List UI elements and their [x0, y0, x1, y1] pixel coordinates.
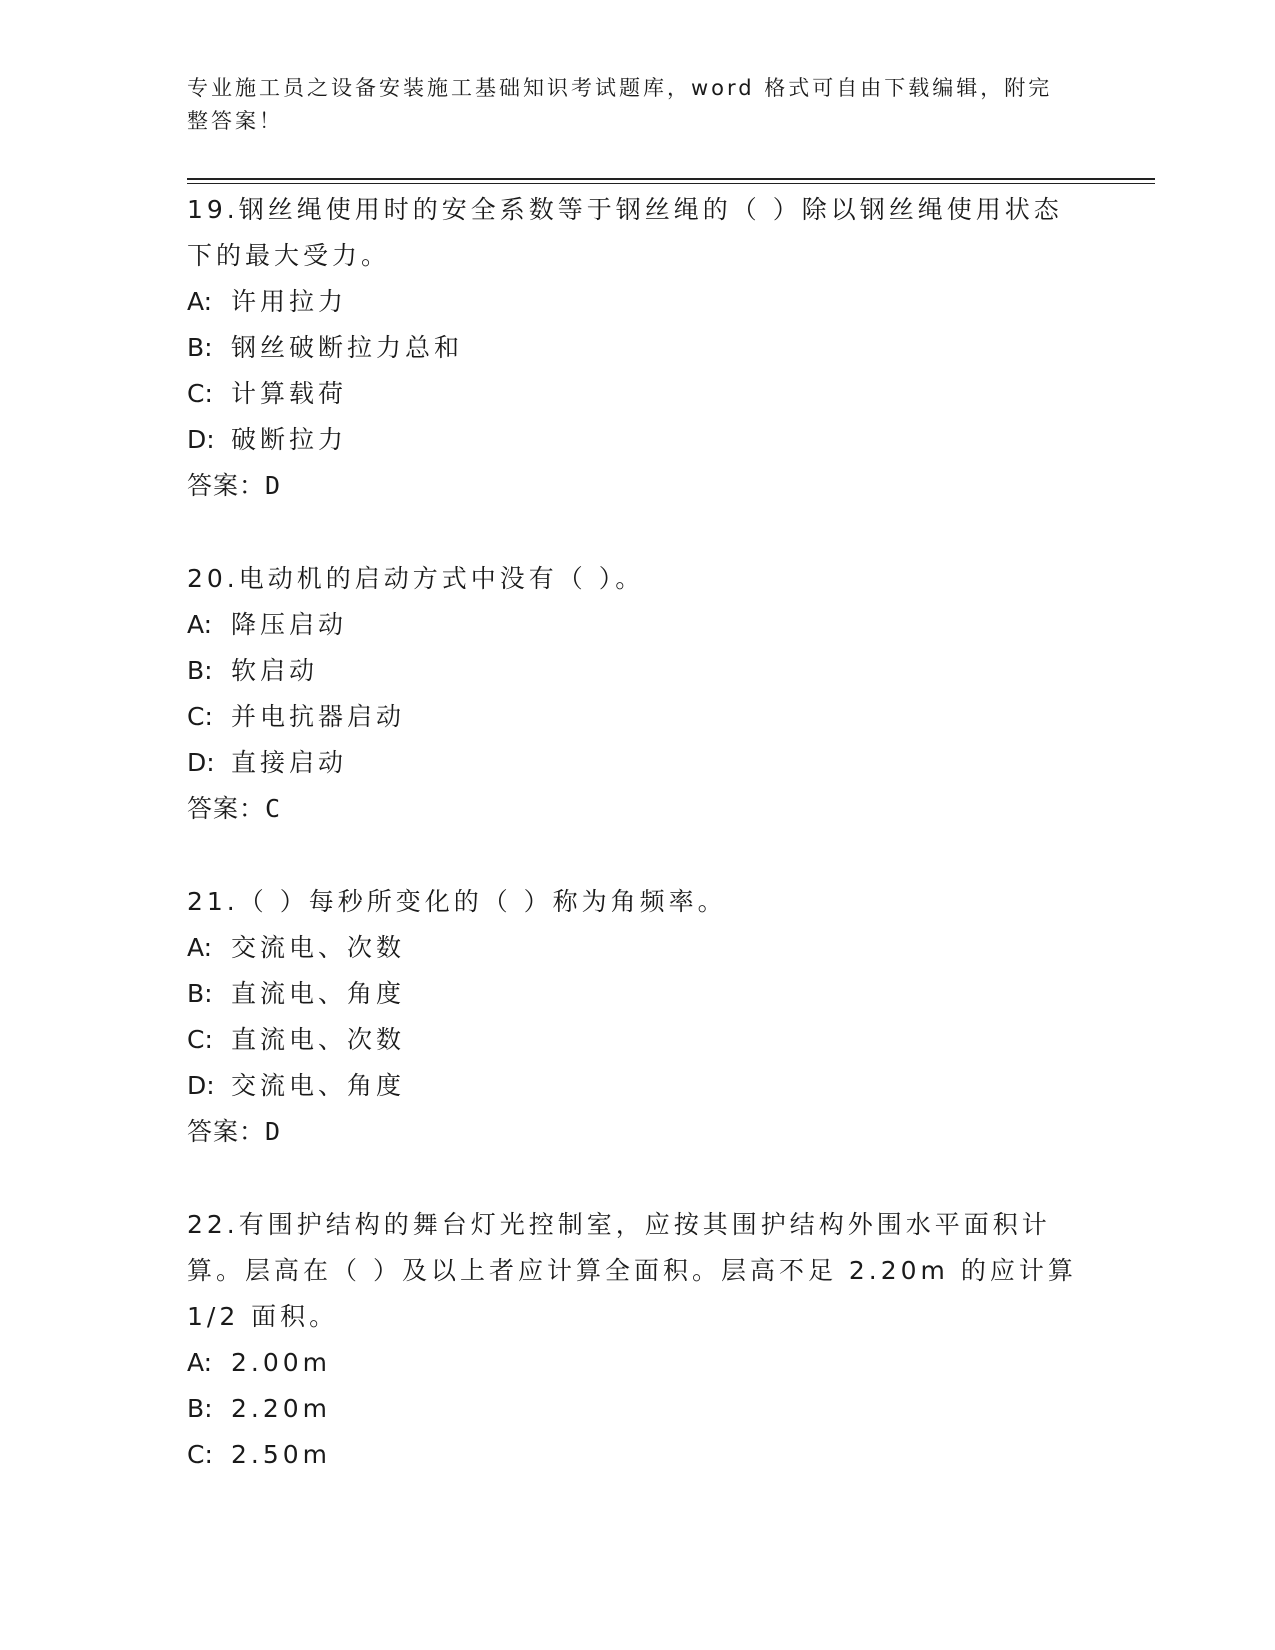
option-d	[187, 417, 1087, 463]
option-text: 许用拉力	[231, 287, 348, 316]
option-text: 破断拉力	[231, 425, 348, 454]
option-text: 计算载荷	[231, 379, 348, 408]
question-stem: 20.电动机的启动方式中没有（ ）。	[187, 564, 645, 593]
option-b	[187, 325, 1087, 371]
option-b	[187, 648, 1087, 694]
document-header: 专业施工员之设备安装施工基础知识考试题库，word 格式可自由下载编辑，附完整答案！	[187, 76, 1053, 133]
option-c	[187, 694, 1087, 740]
answer-line	[187, 1109, 1087, 1155]
answer-line	[187, 463, 1087, 509]
option-label: B:	[187, 1394, 213, 1423]
option-d	[187, 1063, 1087, 1109]
answer-value: D	[265, 471, 282, 500]
option-b	[187, 971, 1087, 1017]
answer-label: 答案：	[187, 471, 266, 500]
question-stem: 21.（ ）每秒所变化的（ ）称为角频率。	[187, 887, 727, 916]
question-21	[187, 879, 1087, 1155]
option-c	[187, 1017, 1087, 1063]
option-a	[187, 279, 1087, 325]
question-19	[187, 187, 1087, 509]
option-label: C:	[187, 1440, 213, 1469]
option-a	[187, 925, 1087, 971]
option-text: 交流电、角度	[231, 1071, 406, 1100]
option-text: 2.20m	[231, 1394, 332, 1423]
option-label: C:	[187, 1025, 213, 1054]
option-label: D:	[187, 748, 215, 777]
option-text: 钢丝破断拉力总和	[231, 333, 464, 362]
answer-value: C	[265, 794, 282, 823]
option-a	[187, 602, 1087, 648]
header-divider-thin	[187, 183, 1155, 184]
option-c	[187, 1432, 1087, 1478]
header-divider-thick	[187, 178, 1155, 180]
option-text: 降压启动	[231, 610, 348, 639]
option-label: C:	[187, 702, 213, 731]
question-stem: 19.钢丝绳使用时的安全系数等于钢丝绳的（ ）除以钢丝绳使用状态下的最大受力。	[187, 195, 1063, 270]
option-text: 直接启动	[231, 748, 348, 777]
option-label: A:	[187, 287, 213, 316]
option-text: 直流电、次数	[231, 1025, 406, 1054]
option-b	[187, 1386, 1087, 1432]
option-text: 并电抗器启动	[231, 702, 406, 731]
answer-line	[187, 786, 1087, 832]
option-text: 软启动	[231, 656, 319, 685]
option-d	[187, 740, 1087, 786]
answer-label: 答案：	[187, 794, 266, 823]
option-text: 2.00m	[231, 1348, 332, 1377]
option-label: A:	[187, 1348, 213, 1377]
option-label: D:	[187, 425, 215, 454]
question-list	[187, 187, 1087, 1525]
question-stem: 22.有围护结构的舞台灯光控制室，应按其围护结构外围水平面积计算。层高在（ ）及以上者应计算全面积。层高不足 2.20m 的应计算 1/2 面积。	[187, 1210, 1077, 1331]
option-text: 交流电、次数	[231, 933, 406, 962]
option-label: A:	[187, 610, 213, 639]
option-text: 直流电、角度	[231, 979, 406, 1008]
question-22	[187, 1202, 1087, 1478]
answer-label: 答案：	[187, 1117, 266, 1146]
option-c	[187, 371, 1087, 417]
question-20	[187, 556, 1087, 832]
option-label: C:	[187, 379, 213, 408]
option-text: 2.50m	[231, 1440, 332, 1469]
option-label: B:	[187, 979, 213, 1008]
option-label: D:	[187, 1071, 215, 1100]
option-a	[187, 1340, 1087, 1386]
option-label: A:	[187, 933, 213, 962]
option-label: B:	[187, 656, 213, 685]
option-label: B:	[187, 333, 213, 362]
answer-value: D	[265, 1117, 282, 1146]
